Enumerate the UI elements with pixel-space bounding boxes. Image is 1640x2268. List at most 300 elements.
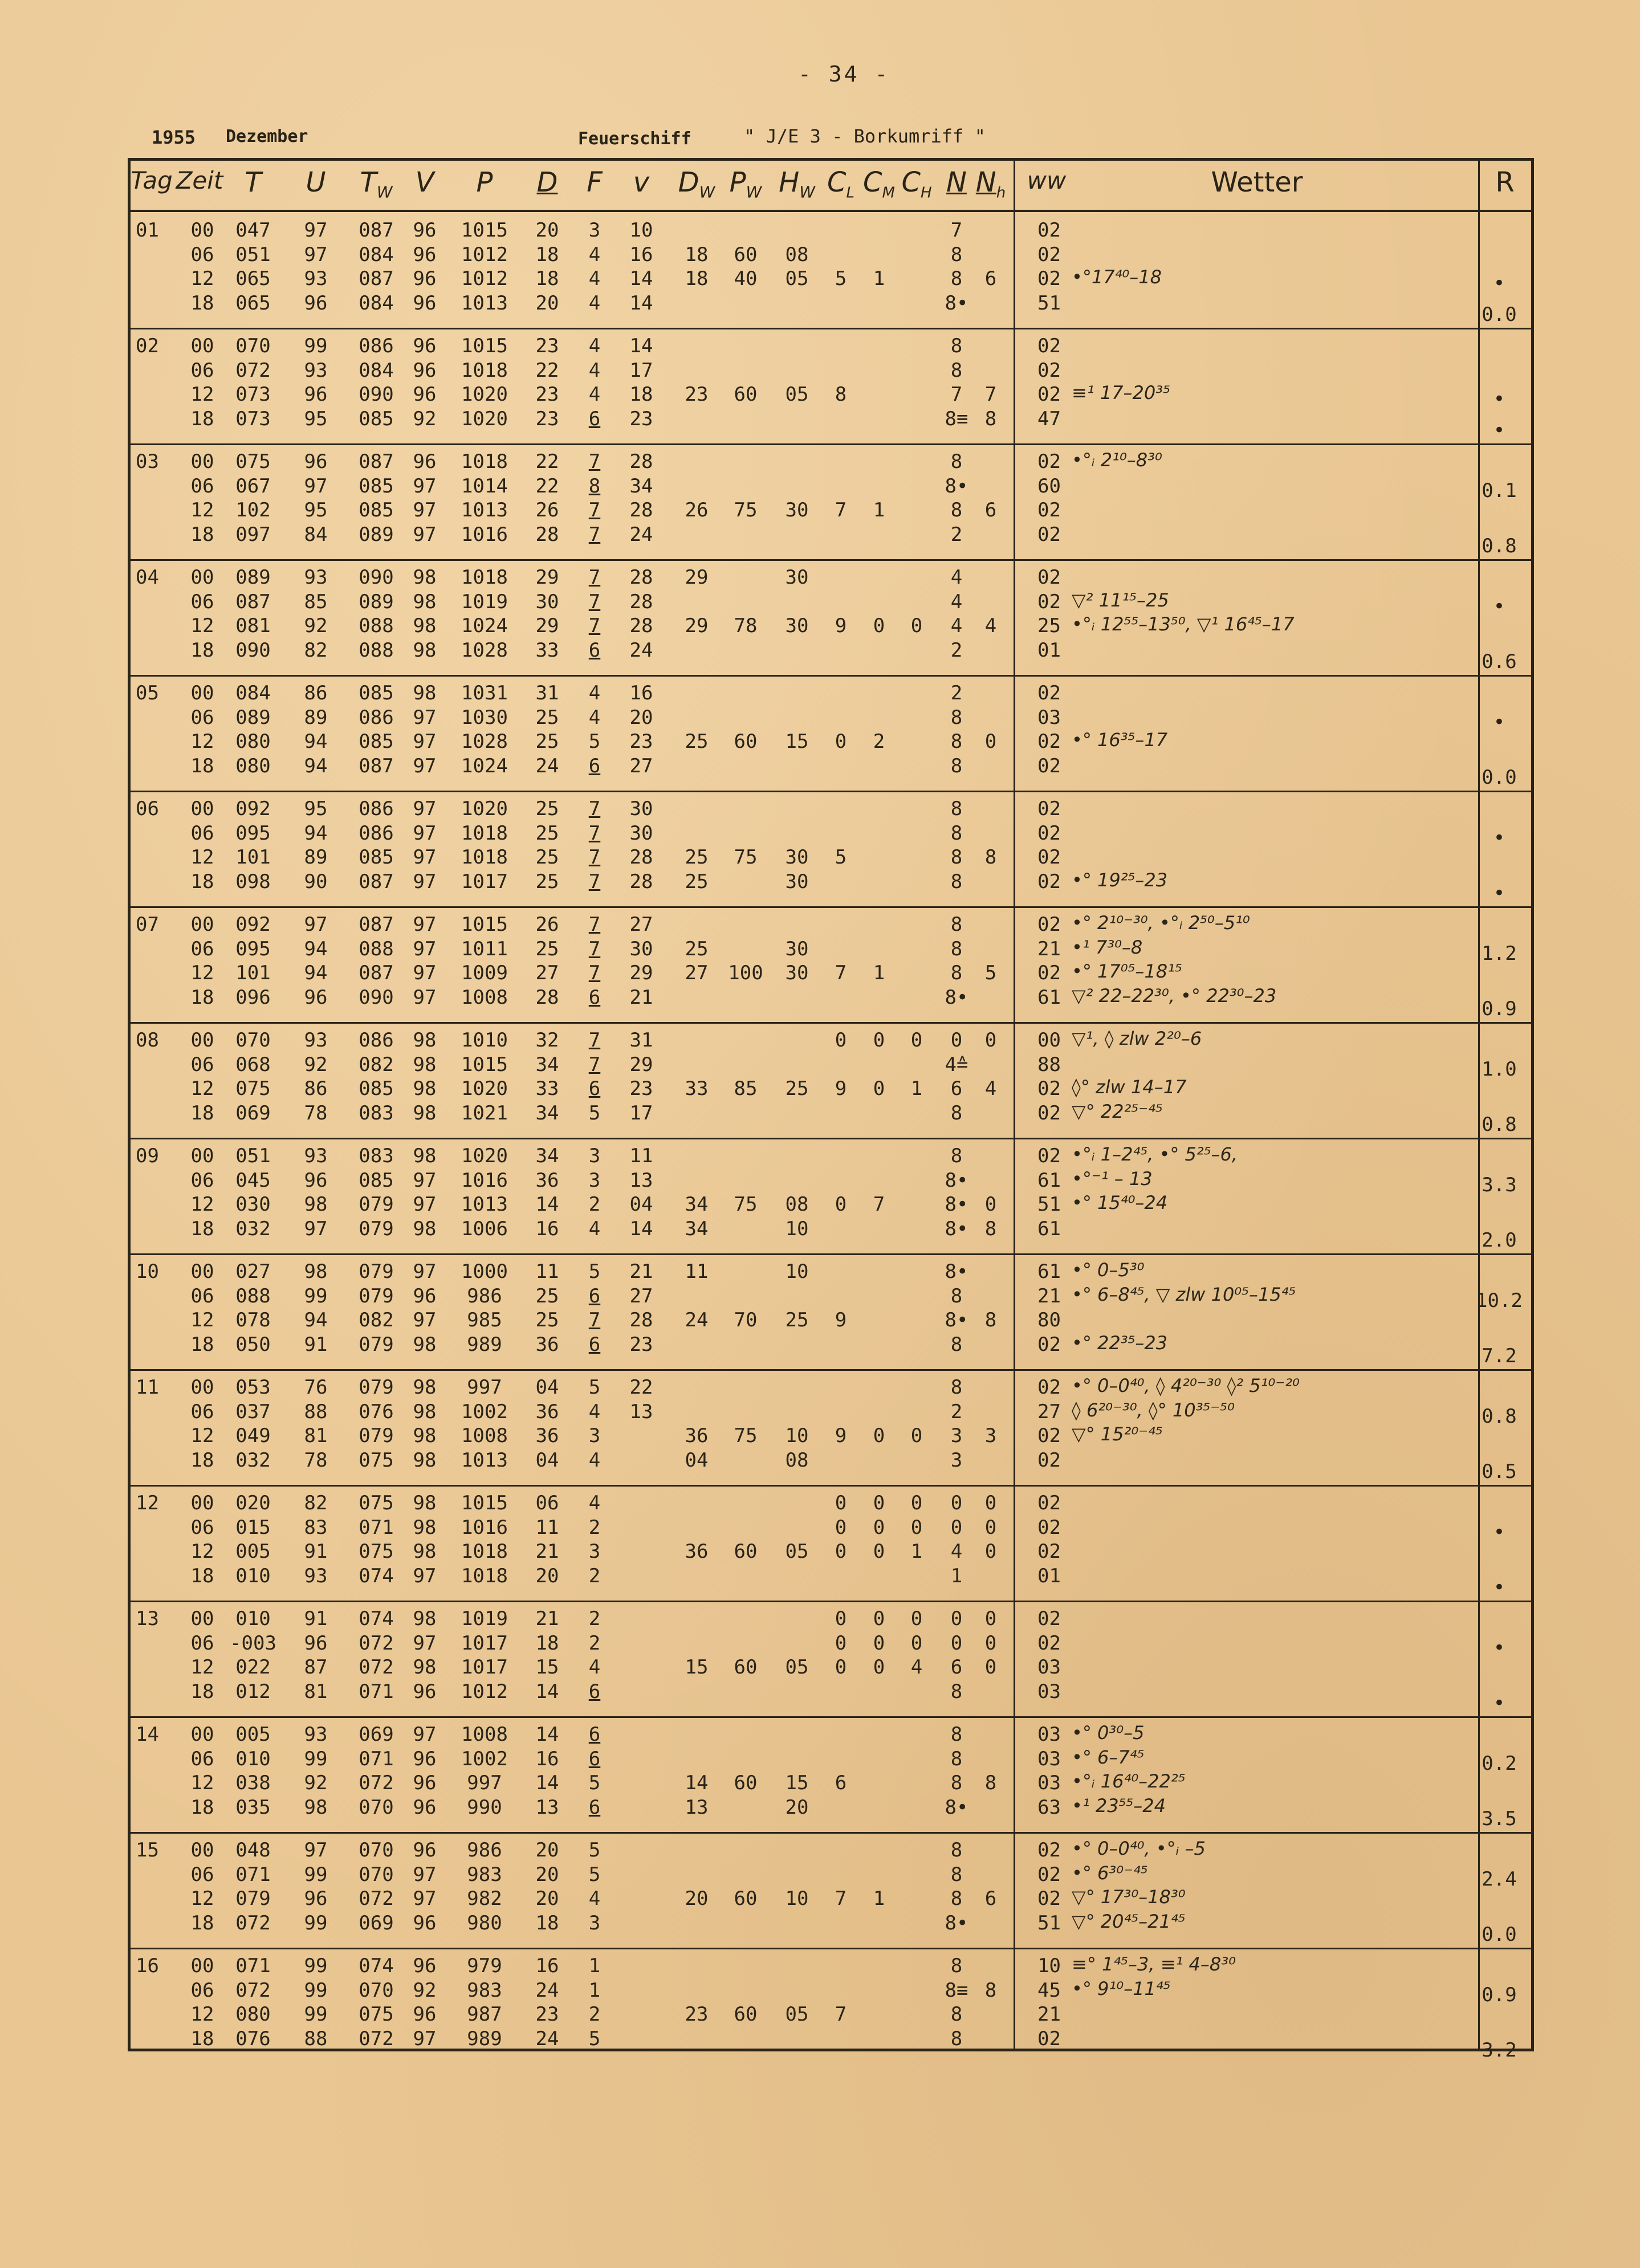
cell-d: 14 (535, 1680, 559, 1703)
cell-u: 94 (304, 962, 328, 984)
cell-f: 2 (588, 1564, 601, 1587)
cell-t: 068 (235, 1053, 271, 1076)
cell-p: 1011 (461, 937, 508, 960)
cell-nh: 0 (984, 1540, 997, 1563)
cell-v: 98 (413, 1448, 437, 1472)
cell-p: 1024 (461, 614, 508, 637)
cell-cl: 7 (835, 499, 847, 522)
cell-p: 1002 (461, 1400, 508, 1423)
cell-ww: 02 (1037, 335, 1061, 357)
cell-hw: 30 (785, 614, 809, 637)
cell-hw: 08 (785, 243, 809, 266)
cell-tw: 071 (359, 1680, 394, 1703)
cell-vv: 28 (629, 499, 653, 522)
cell-ww: 02 (1037, 1333, 1061, 1356)
cell-u: 94 (304, 937, 328, 960)
cell-n: 4 (950, 614, 963, 637)
cell-u: 93 (304, 566, 328, 589)
cell-tw: 072 (359, 1631, 394, 1655)
cell-d: 14 (535, 1772, 559, 1794)
cell-t: 053 (235, 1376, 271, 1399)
cell-d: 23 (535, 2003, 559, 2026)
cell-t: 101 (235, 846, 271, 869)
cell-f: 4 (588, 1656, 601, 1679)
cell-tw: 083 (359, 1145, 394, 1167)
cell-t: 096 (235, 986, 271, 1009)
cell-n: 8 (950, 1863, 963, 1886)
day-tag: 15 (136, 1839, 159, 1862)
cell-p: 1008 (461, 986, 508, 1009)
cell-dw: 23 (685, 2003, 709, 2026)
cell-n: 3 (950, 1424, 963, 1447)
cell-d: 14 (535, 1723, 559, 1746)
cell-ww: 02 (1037, 1424, 1061, 1447)
cell-f: 6 (588, 1333, 601, 1356)
cell-v: 96 (413, 2003, 437, 2026)
cell-d: 33 (535, 1077, 559, 1100)
cell-v: 97 (413, 1863, 437, 1886)
day-tag: 16 (136, 1955, 159, 1977)
cell-p: 1019 (461, 1607, 508, 1630)
cell-vv: 28 (629, 1309, 653, 1332)
precipitation-value: 7.2 (1482, 1344, 1517, 1367)
cell-zeit: 12 (190, 1887, 214, 1910)
header-year: 1955 (152, 127, 196, 148)
cell-n: 8 (950, 1772, 963, 1794)
cell-n: 2 (950, 638, 963, 662)
cell-u: 97 (304, 913, 328, 936)
cell-f: 5 (588, 1772, 601, 1794)
cell-dw: 25 (685, 730, 709, 753)
cell-ww: 02 (1037, 1863, 1061, 1886)
cell-ww: 02 (1037, 219, 1061, 242)
cell-v: 97 (413, 1309, 437, 1332)
cell-ww: 02 (1037, 359, 1061, 382)
cell-pw: 78 (734, 614, 758, 637)
cell-p: 1015 (461, 1492, 508, 1514)
cell-f: 4 (588, 291, 601, 315)
cell-cl: 6 (835, 1772, 847, 1794)
day-tag: 06 (136, 797, 159, 820)
cell-pw: 60 (734, 243, 758, 266)
cell-dw: 26 (685, 499, 709, 522)
cell-zeit: 00 (190, 566, 214, 589)
cell-nh: 0 (984, 1492, 997, 1514)
cell-vv: 28 (629, 846, 653, 869)
group-separator (131, 1253, 1531, 1255)
cell-cl: 7 (835, 1887, 847, 1910)
cell-ww: 03 (1037, 1772, 1061, 1794)
cell-zeit: 12 (190, 1309, 214, 1332)
cell-ww: 02 (1037, 1077, 1061, 1100)
cell-p: 1013 (461, 1448, 508, 1472)
cell-hw: 05 (785, 2003, 809, 2026)
cell-hw: 30 (785, 566, 809, 589)
cell-ww: 02 (1037, 523, 1061, 546)
cell-zeit: 12 (190, 1193, 214, 1216)
cell-tw: 079 (359, 1284, 394, 1308)
cell-zeit: 06 (190, 937, 214, 960)
precipitation-value: 0.5 (1482, 1460, 1517, 1483)
cell-tw: 087 (359, 962, 394, 984)
cell-v: 98 (413, 1376, 437, 1399)
precipitation-value: • (1493, 881, 1505, 905)
cell-tw: 075 (359, 2003, 394, 2026)
wetter-note: •° 17⁰⁵–18¹⁵ (1072, 960, 1182, 982)
cell-f: 4 (588, 383, 601, 406)
precipitation-value: • (1493, 418, 1505, 442)
cell-tw: 076 (359, 1400, 394, 1423)
cell-ww: 60 (1037, 474, 1061, 498)
precipitation-value: 3.3 (1482, 1173, 1517, 1196)
cell-cl: 0 (835, 1029, 847, 1052)
cell-u: 95 (304, 407, 328, 430)
cell-cl: 9 (835, 1424, 847, 1447)
cell-ch: 0 (910, 1492, 923, 1514)
wetter-note: ≡¹ 17–20³⁵ (1072, 382, 1170, 404)
cell-f: 7 (588, 1053, 601, 1076)
col-header-pw (730, 166, 762, 202)
cell-d: 22 (535, 359, 559, 382)
cell-hw: 10 (785, 1260, 809, 1283)
cell-dw: 18 (685, 267, 709, 290)
cell-d: 31 (535, 682, 559, 705)
col-header-d: D (536, 166, 558, 198)
cell-pw: 60 (734, 383, 758, 406)
cell-cm: 0 (873, 1656, 885, 1679)
cell-d: 18 (535, 243, 559, 266)
cell-v: 97 (413, 1887, 437, 1910)
cell-nh: 6 (984, 1887, 997, 1910)
cell-v: 97 (413, 2027, 437, 2050)
cell-zeit: 18 (190, 754, 214, 777)
cell-u: 86 (304, 682, 328, 705)
cell-f: 1 (588, 1955, 601, 1977)
precipitation-value: 0.2 (1482, 1752, 1517, 1775)
wetter-note: •° 0–0⁴⁰, •°ᵢ –5 (1072, 1838, 1206, 1859)
col-header-cm (863, 166, 895, 202)
cell-ww: 00 (1037, 1029, 1061, 1052)
cell-n: 8 (950, 870, 963, 893)
cell-d: 16 (535, 1747, 559, 1770)
cell-ww: 02 (1037, 450, 1061, 473)
cell-cl: 0 (835, 1631, 847, 1655)
cell-n: 8 (950, 2027, 963, 2050)
cell-t: 010 (235, 1564, 271, 1587)
cell-cl: 0 (835, 1516, 847, 1539)
cell-u: 92 (304, 614, 328, 637)
cell-n: 2 (950, 523, 963, 546)
cell-p: 990 (467, 1795, 502, 1819)
cell-f: 7 (588, 913, 601, 936)
cell-n: 8 (950, 2003, 963, 2026)
wetter-note: •° 9¹⁰–11⁴⁵ (1072, 1977, 1171, 2000)
cell-t: 050 (235, 1333, 271, 1356)
cell-p: 1018 (461, 1564, 508, 1587)
cell-vv: 30 (629, 821, 653, 845)
header-ship: Feuerschiff (578, 129, 691, 149)
cell-vv: 24 (629, 523, 653, 546)
cell-pw: 60 (734, 1887, 758, 1910)
wetter-note: ▽² 22–22³⁰, •° 22³⁰–23 (1072, 984, 1277, 1007)
day-tag: 05 (136, 682, 159, 705)
cell-v: 98 (413, 1400, 437, 1423)
cell-v: 97 (413, 1564, 437, 1587)
cell-cl: 0 (835, 1540, 847, 1563)
cell-pw: 75 (734, 1424, 758, 1447)
cell-dw: 29 (685, 566, 709, 589)
cell-pw: 75 (734, 499, 758, 522)
cell-n: 8 (950, 1887, 963, 1910)
cell-f: 3 (588, 219, 601, 242)
cell-n: 6 (950, 1656, 963, 1679)
cell-p: 1015 (461, 335, 508, 357)
precipitation-value: 0.6 (1482, 650, 1517, 673)
wetter-note: •° 2¹⁰⁻³⁰, •°ᵢ 2⁵⁰–5¹⁰ (1072, 912, 1250, 934)
cell-zeit: 12 (190, 1540, 214, 1563)
day-tag: 08 (136, 1029, 159, 1052)
cell-d: 20 (535, 291, 559, 315)
cell-nh: 3 (984, 1424, 997, 1447)
cell-ww: 02 (1037, 1540, 1061, 1563)
cell-zeit: 00 (190, 335, 214, 357)
cell-nh: 8 (984, 1309, 997, 1332)
cell-p: 983 (467, 1863, 502, 1886)
cell-t: 010 (235, 1607, 271, 1630)
cell-n: 8 (950, 962, 963, 984)
cell-f: 4 (588, 335, 601, 357)
cell-t: 073 (235, 383, 271, 406)
cell-nh: 4 (984, 1077, 997, 1100)
col-header-cm-sub: M (882, 184, 895, 202)
col-header-hw (779, 166, 815, 202)
cell-n: 0 (950, 1607, 963, 1630)
cell-nh: 0 (984, 1607, 997, 1630)
cell-ww: 61 (1037, 1217, 1061, 1240)
group-separator (131, 1832, 1531, 1834)
cell-v: 96 (413, 1284, 437, 1308)
cell-tw: 087 (359, 754, 394, 777)
cell-u: 98 (304, 1260, 328, 1283)
col-header-dw-sub: W (699, 182, 715, 202)
cell-u: 94 (304, 1309, 328, 1332)
cell-d: 23 (535, 335, 559, 357)
cell-vv: 27 (629, 1284, 653, 1308)
cell-vv: 28 (629, 614, 653, 637)
cell-zeit: 18 (190, 1217, 214, 1240)
cell-nh: 8 (984, 1772, 997, 1794)
cell-n: 8 (950, 1284, 963, 1308)
cell-v: 97 (413, 1631, 437, 1655)
cell-u: 81 (304, 1424, 328, 1447)
wetter-note: ▽° 15²⁰⁻⁴⁵ (1072, 1423, 1163, 1445)
col-header-hw-sub: W (799, 182, 815, 202)
cell-ww: 02 (1037, 1887, 1061, 1910)
cell-tw: 069 (359, 1723, 394, 1746)
cell-f: 5 (588, 1863, 601, 1886)
col-header-cl-sub: L (846, 184, 855, 202)
cell-cl: 0 (835, 1607, 847, 1630)
cell-ch: 1 (910, 1077, 923, 1100)
cell-zeit: 00 (190, 1029, 214, 1052)
precipitation-value: • (1493, 388, 1505, 410)
cell-ww: 02 (1037, 1448, 1061, 1472)
day-tag: 12 (136, 1492, 159, 1514)
cell-ww: 02 (1037, 962, 1061, 984)
cell-vv: 31 (629, 1029, 653, 1052)
precipitation-value: • (1493, 826, 1505, 849)
cell-nh: 0 (984, 1516, 997, 1539)
cell-t: 070 (235, 1029, 271, 1052)
cell-p: 1020 (461, 1077, 508, 1100)
cell-ww: 21 (1037, 937, 1061, 960)
precipitation-value: 0.9 (1482, 997, 1517, 1020)
cell-f: 7 (588, 937, 601, 960)
col-header-n: N (946, 166, 967, 198)
cell-t: 080 (235, 730, 271, 753)
cell-tw: 090 (359, 383, 394, 406)
cell-ww: 02 (1037, 1145, 1061, 1167)
cell-cm: 0 (873, 614, 885, 637)
wetter-note: ▽² 11¹⁵–25 (1072, 589, 1169, 611)
cell-ch: 0 (910, 614, 923, 637)
cell-n: 8• (945, 1193, 968, 1216)
cell-n: 8 (950, 1101, 963, 1125)
day-tag: 01 (136, 219, 159, 242)
precipitation-value: 0.8 (1482, 1113, 1517, 1136)
cell-vv: 29 (629, 962, 653, 984)
cell-tw: 075 (359, 1540, 394, 1563)
cell-f: 2 (588, 1516, 601, 1539)
cell-d: 25 (535, 821, 559, 845)
cell-vv: 16 (629, 682, 653, 705)
cell-zeit: 12 (190, 1656, 214, 1679)
cell-d: 36 (535, 1168, 559, 1192)
cell-cl: 5 (835, 846, 847, 869)
col-header-cl-main: C (827, 166, 847, 198)
cell-nh: 6 (984, 267, 997, 290)
group-separator (131, 443, 1531, 445)
cell-n: 0 (950, 1631, 963, 1655)
cell-tw: 075 (359, 1492, 394, 1514)
cell-n: 8 (950, 1723, 963, 1746)
group-separator (131, 675, 1531, 677)
cell-p: 1018 (461, 566, 508, 589)
cell-f: 4 (588, 267, 601, 290)
cell-nh: 4 (984, 614, 997, 637)
cell-n: 8• (945, 1260, 968, 1283)
cell-ww: 51 (1037, 1911, 1061, 1935)
cell-tw: 079 (359, 1193, 394, 1216)
cell-d: 20 (535, 219, 559, 242)
day-tag: 02 (136, 335, 159, 357)
cell-u: 97 (304, 219, 328, 242)
cell-u: 98 (304, 1795, 328, 1819)
cell-pw: 60 (734, 1540, 758, 1563)
cell-n: 8• (945, 1168, 968, 1192)
cell-d: 25 (535, 937, 559, 960)
cell-vv: 22 (629, 1376, 653, 1399)
cell-vv: 27 (629, 754, 653, 777)
wetter-note: •°ᵢ 2¹⁰–8³⁰ (1072, 449, 1162, 471)
cell-cm: 0 (873, 1029, 885, 1052)
cell-f: 4 (588, 1887, 601, 1910)
cell-n: 8 (950, 267, 963, 290)
cell-zeit: 00 (190, 1955, 214, 1977)
cell-n: 0 (950, 1029, 963, 1052)
cell-f: 7 (588, 499, 601, 522)
col-header-dw-main: D (678, 166, 699, 198)
cell-t: 087 (235, 590, 271, 613)
cell-v: 97 (413, 962, 437, 984)
cell-p: 1013 (461, 291, 508, 315)
cell-n: 0 (950, 1492, 963, 1514)
col-header-u: U (306, 166, 326, 198)
cell-v: 98 (413, 1516, 437, 1539)
cell-p: 1020 (461, 1145, 508, 1167)
cell-p: 1018 (461, 821, 508, 845)
cell-t: 065 (235, 267, 271, 290)
cell-u: 78 (304, 1101, 328, 1125)
cell-vv: 10 (629, 219, 653, 242)
cell-zeit: 06 (190, 1978, 214, 2002)
cell-u: 96 (304, 1631, 328, 1655)
cell-t: 070 (235, 335, 271, 357)
cell-f: 4 (588, 1448, 601, 1472)
cell-cm: 0 (873, 1424, 885, 1447)
col-header-cl (827, 166, 854, 202)
cell-p: 987 (467, 2003, 502, 2026)
cell-p: 1015 (461, 219, 508, 242)
cell-hw: 10 (785, 1887, 809, 1910)
col-header-t: T (245, 166, 262, 198)
cell-t: 005 (235, 1723, 271, 1746)
cell-p: 1018 (461, 1540, 508, 1563)
cell-u: 87 (304, 1656, 328, 1679)
cell-f: 3 (588, 1424, 601, 1447)
wetter-note: •¹ 23⁵⁵–24 (1072, 1794, 1166, 1817)
cell-u: 97 (304, 1839, 328, 1862)
cell-t: 048 (235, 1839, 271, 1862)
col-header-tw (360, 166, 392, 202)
cell-n: 8 (950, 913, 963, 936)
cell-f: 6 (588, 754, 601, 777)
cell-tw: 070 (359, 1795, 394, 1819)
cell-v: 97 (413, 870, 437, 893)
cell-t: 027 (235, 1260, 271, 1283)
cell-zeit: 18 (190, 1564, 214, 1587)
cell-zeit: 00 (190, 682, 214, 705)
cell-p: 1019 (461, 590, 508, 613)
cell-p: 1008 (461, 1424, 508, 1447)
cell-d: 11 (535, 1516, 559, 1539)
group-separator (131, 1716, 1531, 1718)
wetter-note: ▽¹, ◊ zlw 2²⁰–6 (1072, 1028, 1202, 1049)
wetter-note: ≡° 1⁴⁵–3, ≡¹ 4–8³⁰ (1072, 1953, 1236, 1975)
cell-pw: 40 (734, 267, 758, 290)
cell-pw: 75 (734, 1193, 758, 1216)
cell-t: 072 (235, 359, 271, 382)
precipitation-value: 1.2 (1482, 942, 1517, 965)
cell-t: 065 (235, 291, 271, 315)
cell-d: 20 (535, 1887, 559, 1910)
cell-v: 98 (413, 1424, 437, 1447)
cell-p: 1024 (461, 754, 508, 777)
cell-n: 8 (950, 937, 963, 960)
cell-v: 96 (413, 383, 437, 406)
cell-tw: 085 (359, 846, 394, 869)
cell-zeit: 18 (190, 523, 214, 546)
